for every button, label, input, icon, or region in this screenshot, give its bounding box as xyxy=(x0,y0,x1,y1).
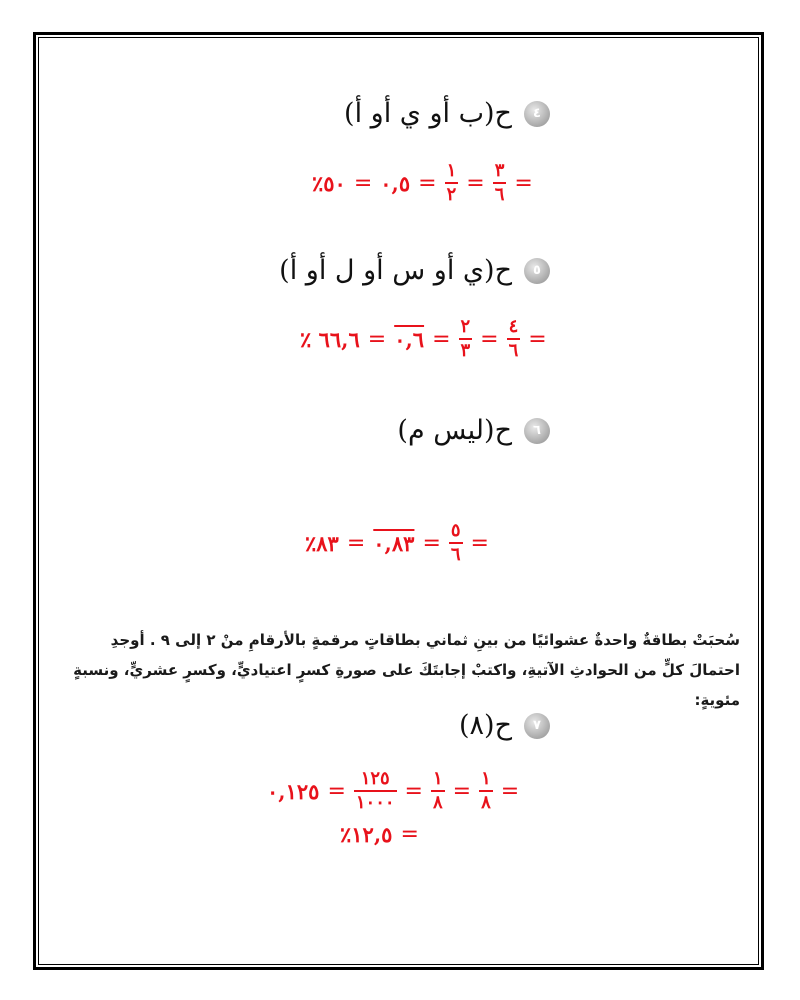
fraction xyxy=(507,318,521,360)
denominator: ٨ xyxy=(481,792,491,813)
denominator: ٢ xyxy=(446,184,457,205)
equals-sign: = xyxy=(400,822,419,847)
denominator: ١٠٠٠ xyxy=(355,792,395,813)
question-5 xyxy=(279,255,550,286)
equals-sign: = xyxy=(353,170,373,196)
numerator: ١ xyxy=(481,768,491,789)
decimal-value: ٠,٨٣ xyxy=(373,530,415,556)
equals-sign: = xyxy=(514,170,533,196)
equals-sign: = xyxy=(470,530,489,556)
answer-7 xyxy=(267,770,519,812)
denominator: ٦ xyxy=(494,184,505,205)
answer-7-percent xyxy=(340,822,419,847)
numerator: ٥ xyxy=(450,520,461,541)
fraction xyxy=(449,522,463,564)
equals-sign: = xyxy=(367,326,387,352)
denominator: ٦ xyxy=(450,544,461,565)
decimal-value: ٠,١٢٥ xyxy=(267,778,320,804)
fraction xyxy=(431,770,445,812)
decimal-value: ٠,٥ xyxy=(380,170,411,196)
question-text: ح(ي أو س أو ل أو أ) xyxy=(279,255,512,286)
numerator: ٣ xyxy=(494,160,505,181)
answer-4 xyxy=(312,162,533,204)
question-6 xyxy=(397,415,550,446)
answer-6 xyxy=(305,522,489,564)
equals-sign: = xyxy=(346,530,366,556)
equals-sign: = xyxy=(432,326,451,352)
question-7 xyxy=(459,710,550,741)
numerator: ٤ xyxy=(508,316,519,337)
equals-sign: = xyxy=(528,326,547,352)
question-text: ح(٨) xyxy=(458,710,512,741)
fraction xyxy=(479,770,493,812)
instruction-text: سُحبَتْ بطاقةٌ واحدةٌ عشوائيًا من بينِ ثماني بطاقاتٍ مرقمةٍ بالأرقامِ منْ ٢ إلى ٩ . أوجدِ احتمالَ كلٍّ من الحوادثِ الآتيةِ، واكتبْ إجابتَكَ على صورةِ كسرٍ اعتياديٍّ، وكسرٍ عشريٍّ، ونسبةٍ مئويةٍ: xyxy=(73,631,740,709)
percent-value: ٦٦,٦ ٪ xyxy=(300,326,360,352)
percent-value: ١٢,٥٪ xyxy=(340,822,393,847)
question-text: ح(ب أو ي أو أ) xyxy=(344,98,512,129)
question-text: ح(ليس م) xyxy=(397,415,512,446)
percent-value: ٥٠٪ xyxy=(312,170,346,196)
decimal-value: ٠,٦ xyxy=(394,326,425,352)
equals-sign: = xyxy=(466,170,485,196)
fraction xyxy=(354,770,397,812)
fraction xyxy=(459,318,473,360)
fraction xyxy=(493,162,507,204)
numerator: ٢ xyxy=(460,316,471,337)
equals-sign: = xyxy=(452,778,472,804)
question-number-badge: ٤ xyxy=(524,101,550,127)
numerator: ١٢٥ xyxy=(360,768,390,789)
question-number-badge: ٥ xyxy=(524,258,550,284)
question-4 xyxy=(344,98,550,129)
numerator: ١ xyxy=(446,160,457,181)
fraction xyxy=(445,162,459,204)
denominator: ٦ xyxy=(508,340,519,361)
equals-sign: = xyxy=(418,170,437,196)
answer-5 xyxy=(300,318,547,360)
numerator: ١ xyxy=(432,768,443,789)
equals-sign: = xyxy=(404,778,423,804)
equals-sign: = xyxy=(480,326,499,352)
question-number-badge: ٦ xyxy=(524,418,550,444)
equals-sign: = xyxy=(422,530,441,556)
denominator: ٣ xyxy=(460,340,471,361)
question-number-badge: ٧ xyxy=(524,713,550,739)
denominator: ٨ xyxy=(432,792,443,813)
percent-value: ٨٣٪ xyxy=(305,530,339,556)
equals-sign: = xyxy=(327,778,346,804)
equals-sign: = xyxy=(500,778,520,804)
